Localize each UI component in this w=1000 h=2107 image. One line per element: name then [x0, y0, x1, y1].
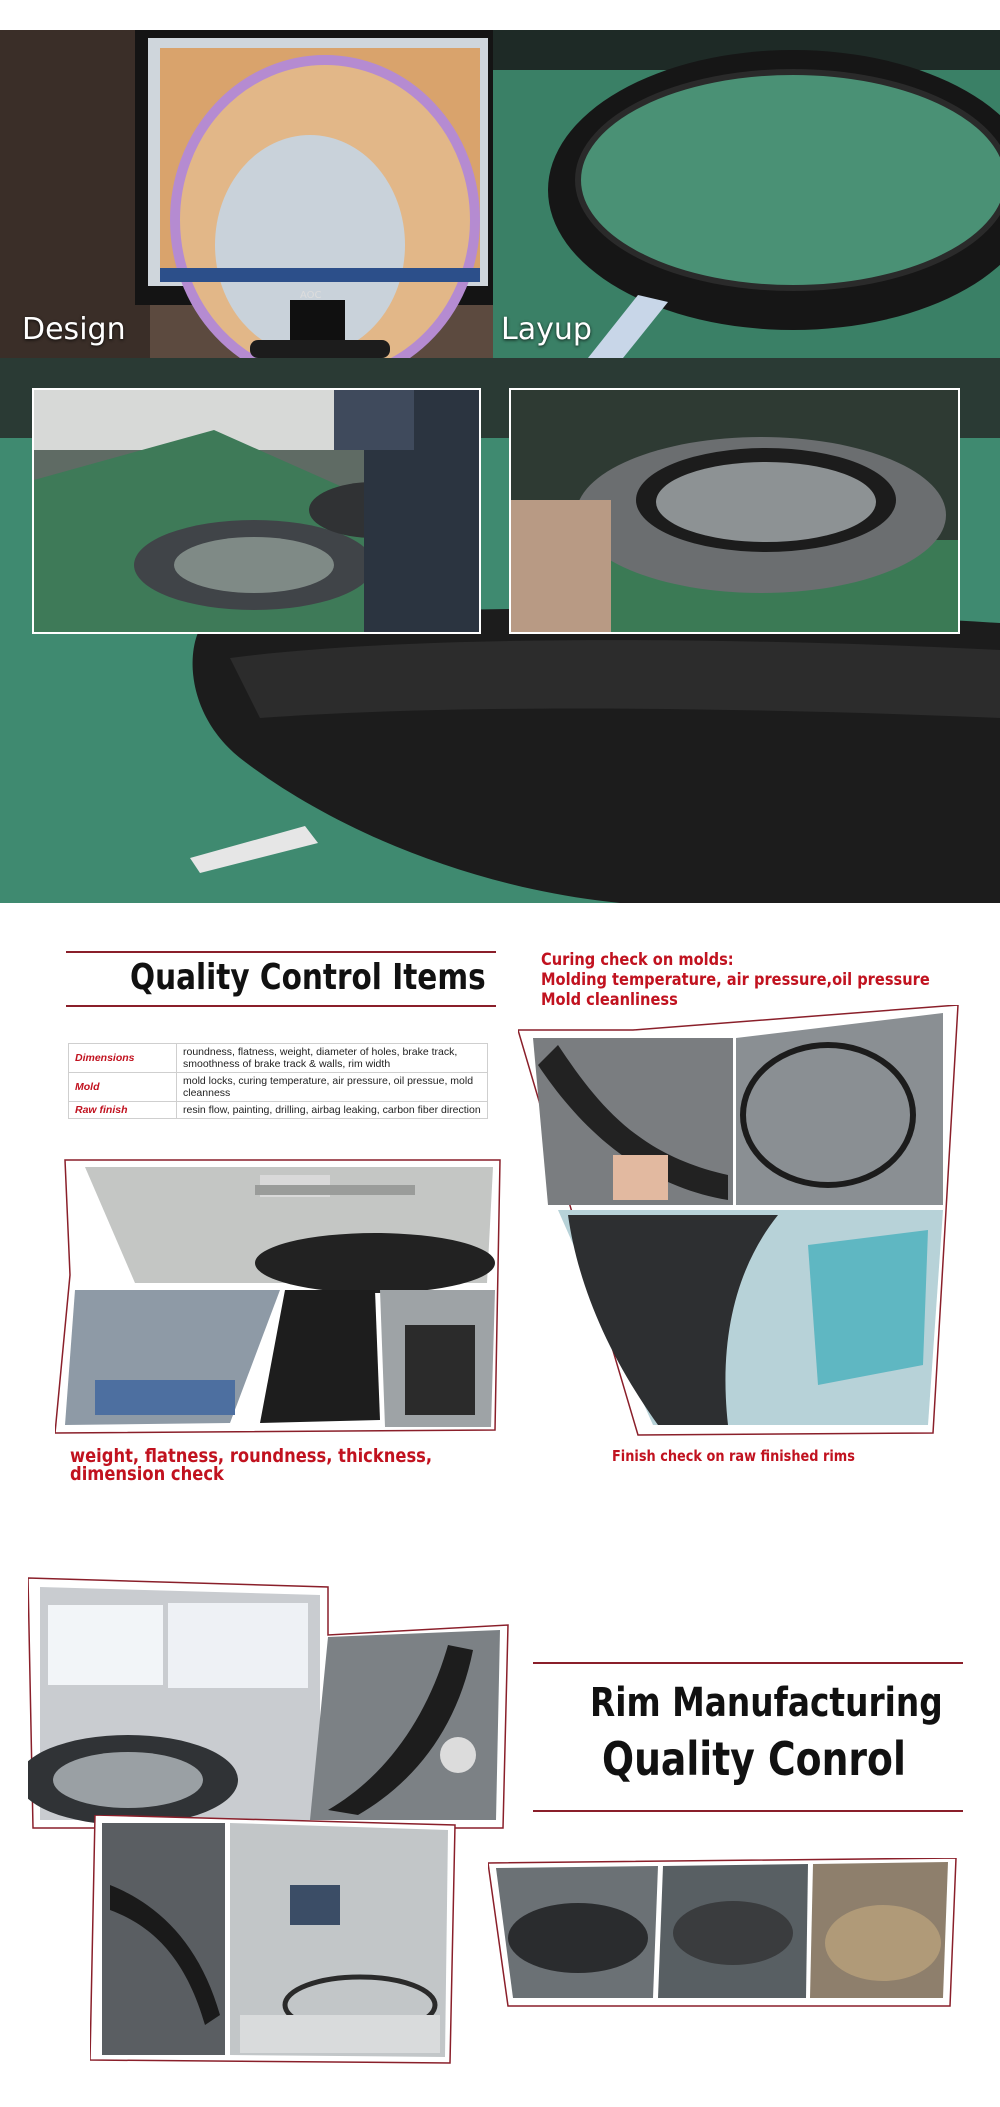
table-row	[69, 1102, 488, 1119]
curing-line-3: Mold cleanliness	[541, 990, 678, 1010]
curing-check-photo	[509, 388, 960, 634]
rim-qc-top-rule	[533, 1662, 963, 1664]
office-inspection-collage	[28, 1575, 513, 1830]
rim-qc-line-2: Quality Conrol	[602, 1732, 906, 1786]
rim-qc-line-1: Rim Manufacturing	[590, 1680, 943, 1726]
layup-photo	[493, 30, 1000, 358]
monitor-brand: AOC	[300, 290, 322, 301]
design-photo	[0, 30, 493, 358]
layup-caption: Layup	[501, 312, 592, 347]
production-line-collage	[488, 1858, 958, 2008]
row-key-mold: Mold	[69, 1073, 177, 1102]
assembly-line-photo	[32, 388, 481, 634]
row-key-raw-finish: Raw finish	[69, 1102, 177, 1119]
finish-check-collage	[518, 1005, 968, 1445]
row-key-dimensions: Dimensions	[69, 1044, 177, 1073]
measuring-collage	[55, 1155, 515, 1435]
rim-qc-bottom-rule	[533, 1810, 963, 1812]
qc-items-title: Quality Control Items	[130, 957, 486, 998]
table-row	[69, 1073, 488, 1102]
measure-caption: weight, flatness, roundness, thickness, dimension check	[70, 1445, 433, 1485]
machine-inspection-collage	[90, 1815, 460, 2065]
row-value-mold: mold locks, curing temperature, air pressure, oil pressue, mold cleanness	[177, 1073, 488, 1102]
qc-items-table	[68, 1043, 488, 1119]
row-value-raw-finish: resin flow, painting, drilling, airbag leaking, carbon fiber direction	[177, 1102, 488, 1119]
row-value-dimensions: roundness, flatness, weight, diameter of holes, brake track, smoothness of brake track & walls, rim width	[177, 1044, 488, 1073]
qc-bottom-rule	[66, 1005, 496, 1007]
table-row	[69, 1044, 488, 1073]
design-caption: Design	[22, 312, 126, 347]
curing-line-1: Curing check on molds:	[541, 950, 734, 970]
curing-line-2: Molding temperature, air pressure,oil pressure	[541, 970, 930, 990]
finish-caption: Finish check on raw finished rims	[612, 1447, 855, 1465]
qc-top-rule	[66, 951, 496, 953]
